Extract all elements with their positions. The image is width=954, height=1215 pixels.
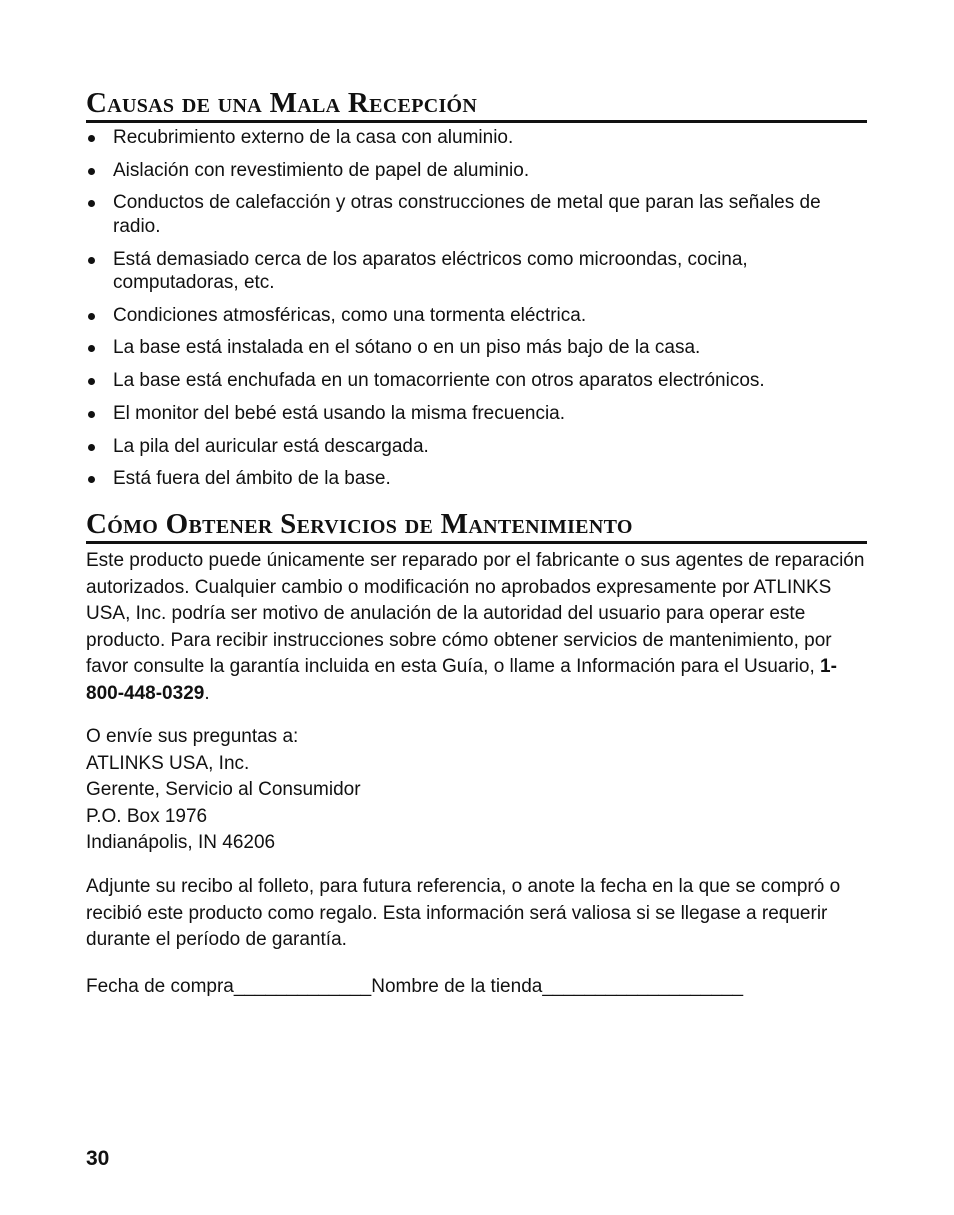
service-paragraph-text: Este producto puede únicamente ser reparado por el fabricante o sus agentes de reparación autorizados. Cualquier cambio o modificación no aprobados expresamente por ATLINKS USA, Inc. podría ser motivo de anulación de la autoridad del usuario para operar este producto. Para recibir instrucciones sobre cómo obtener servicios de mantenimiento, por favor consulte la garantía incluida en esta Guía, o llame a Información para el Usuario, [86,550,865,677]
list-item: Condiciones atmosféricas, como una tormenta eléctrica. [86,304,867,328]
receipt-paragraph: Adjunte su recibo al folleto, para futura referencia, o anote la fecha en la que se compró o recibió este producto como regalo. Esta información será valiosa si se llegase a requerir durante el período de garantía. [86,876,841,950]
purchase-form-line: Fecha de compra_____________Nombre de la tienda___________________ [86,976,744,997]
list-item: La base está enchufada en un tomacorriente con otros aparatos electrónicos. [86,369,867,393]
address-intro: O envíe sus preguntas a: [86,726,299,747]
service-paragraph-end: . [204,682,210,704]
address-company: ATLINKS USA, Inc. [86,752,250,774]
address-city: Indianápolis, IN 46206 [86,832,276,853]
list-item: Aislación con revestimiento de papel de aluminio. [86,159,867,183]
list-item: Recubrimiento externo de la casa con aluminio. [86,126,867,150]
list-item: La pila del auricular está descargada. [86,435,867,459]
section-title-servicios: Cómo Obtener Servicios de Mantenimiento [86,509,867,544]
list-item: Está fuera del ámbito de la base. [86,467,867,491]
section-title-causas: Causas de una Mala Recepción [86,88,867,123]
list-item: Conductos de calefacción y otras construcciones de metal que paran las señales de radio. [86,191,867,238]
page-number: 30 [86,1147,110,1170]
service-paragraph [86,548,867,707]
address-department: Gerente, Servicio al Consumidor [86,779,361,800]
list-item: El monitor del bebé está usando la misma frecuencia. [86,402,867,426]
address-po-box: P.O. Box 1976 [86,805,208,827]
mailing-address [86,724,867,857]
list-item: Está demasiado cerca de los aparatos eléctricos como microondas, cocina, computadoras, etc. [86,248,867,295]
list-item: La base está instalada en el sótano o en un piso más bajo de la casa. [86,336,867,360]
manual-page [86,0,867,1215]
phone-number: 1-800-448-0329 [86,656,837,704]
reception-causes-list [86,126,867,500]
